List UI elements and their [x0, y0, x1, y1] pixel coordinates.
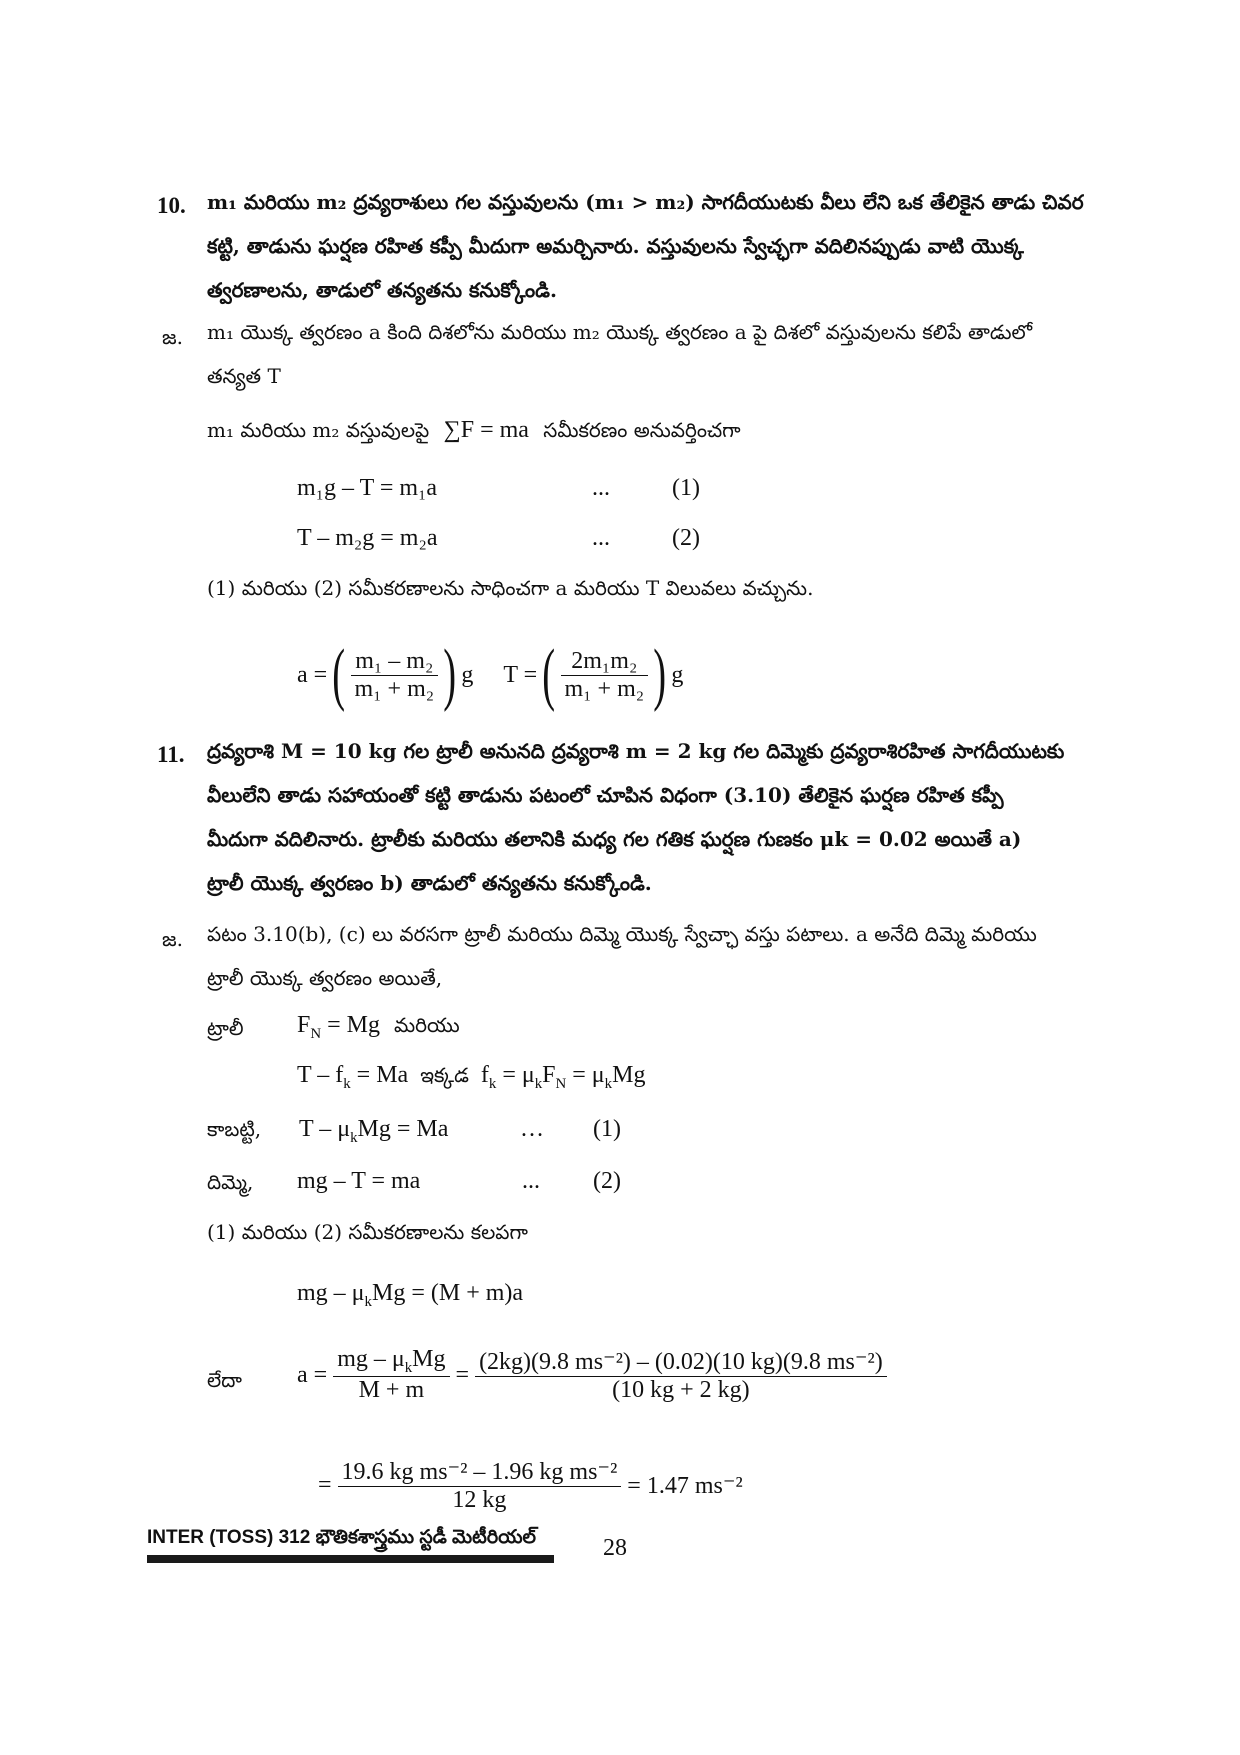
question-10-text: [207, 180, 1107, 312]
equation-1: $T - \mu_kMg = Ma$: [299, 1116, 449, 1146]
answer-line: పటం 3.10(b), (c) లు వరసగా ట్రాలీ మరియు దిమ్మె యొక్క స్వేచ్ఛా వస్తు పటాలు. a అనేది దిమ్మె మరియు: [207, 922, 1037, 946]
answer-11-intro: [207, 912, 1107, 1000]
equation-dots: ...: [522, 1168, 540, 1194]
question-line: ట్రాలీ యొక్క త్వరణం b) తాడులో తన్యతను కనుక్కోండి.: [207, 871, 652, 895]
add-line: (1) మరియు (2) సమీకరణాలను కలపగా: [207, 1220, 528, 1244]
right-paren: ): [653, 636, 667, 713]
answer-line: తన్యత T: [207, 364, 281, 388]
left-paren: (: [542, 636, 556, 713]
equation-tag: (2): [593, 1168, 621, 1194]
fraction-numerator: m₁ – m₂: [351, 648, 439, 676]
t-lhs: T =: [503, 661, 538, 688]
a-fraction: [351, 648, 439, 703]
a-fraction: [333, 1346, 449, 1405]
result-formulas: [297, 630, 683, 720]
g-factor: g: [671, 661, 684, 688]
question-number: 10.: [157, 193, 186, 218]
question-line: త్వరణాలను, తాడులో తన్యతను కనుక్కోండి.: [207, 278, 557, 302]
question-number: 11.: [157, 742, 185, 767]
equation-tag: (1): [672, 475, 700, 501]
answer-10-intro: [207, 310, 1107, 398]
footer-rule: [147, 1555, 554, 1563]
answer-label: జ.: [162, 325, 183, 349]
question-line: వీలులేని తాడు సహాయంతో కట్టి తాడును పటంలో చూపిన విధంగా (3.10) తేలికైన ఘర్షణ రహిత కప్పీ: [207, 783, 1004, 807]
fraction-numerator: mg – $\mu_kMg$: [333, 1346, 449, 1378]
solve-line: (1) మరియు (2) సమీకరణాలను సాధించగా a మరియు T విలువలు వచ్చును.: [207, 576, 814, 600]
newton-equation: ∑F = ma: [443, 417, 529, 443]
footer-title: INTER (TOSS) 312 భౌతికశాస్త్రము స్టడీ మెటీరియల్: [147, 1527, 536, 1548]
question-line: m₁ మరియు m₂ ద్రవ్యరాశులు గల వస్తువులను (m₁ > m₂) సాగదీయుటకు వీలు లేని ఒక తేలికైన తాడు చివర: [207, 190, 1084, 214]
equation-tag: (2): [672, 525, 700, 551]
trolley-equation: $T - f_k = Ma$ ఇక్కడ $f_k = \mu_kF_N = \mu_kMg$: [297, 1062, 646, 1092]
question-line: కట్టి, తాడును ఘర్షణ రహిత కప్పీ మీదుగా అమర్చినారు. వస్తువులను స్వేచ్ఛగా వదిలినప్పుడు వాటి యొక్క: [207, 234, 1024, 258]
fraction-denominator: 12 kg: [452, 1486, 507, 1513]
apply-newton-line: m₁ మరియు m₂ వస్తువులపై ∑F = ma సమీకరణం అనువర్తించగా: [207, 417, 741, 443]
fraction-denominator: (10 kg + 2 kg): [612, 1376, 750, 1403]
fraction-denominator: m₁ + m₂: [354, 675, 435, 702]
equation-2: mg – T = ma: [297, 1168, 421, 1194]
final-fraction: [338, 1457, 622, 1514]
equation-tag: (1): [593, 1116, 621, 1142]
g-factor: g: [461, 661, 474, 688]
question-line: ద్రవ్యరాశి M = 10 kg గల ట్రాలీ అనునది ద్రవ్యరాశి m = 2 kg గల దిమ్మెకు ద్రవ్యరాశిరహిత సాగదీయుటకు: [207, 739, 1065, 763]
equation-dots: ...: [592, 475, 610, 501]
block-label: దిమ్మె,: [207, 1170, 254, 1194]
trolley-label: ట్రాలీ: [207, 1016, 244, 1040]
final-result: = $\frac{\text{19.6 kg ms⁻² – 1.96 kg ms⁻²}}{12 kg}$ = 1.47 ms⁻²: [318, 1458, 743, 1513]
so-label: కాబట్టి,: [207, 1117, 262, 1141]
answer-line: ట్రాలీ యొక్క త్వరణం అయితే,: [207, 966, 443, 990]
equation-dots: ...: [592, 525, 610, 551]
right-paren: ): [443, 636, 457, 713]
acceleration-formula: a = $\frac{mg - \mu_kMg}{M + m}$ = $\frac{\text{(2kg)(9.8 ms⁻²) – (0.02)(10 kg)(9.8 ms⁻²)}}{(10 kg + 2 kg)}$: [297, 1330, 887, 1420]
equation-dots: …: [520, 1116, 544, 1142]
final-value: = 1.47 ms⁻²: [627, 1472, 743, 1499]
or-label: లేదా: [207, 1368, 242, 1392]
question-line: మీదుగా వదిలినారు. ట్రాలీకు మరియు తలానికి మధ్య గల గతిక ఘర్షణ గుణకం μk = 0.02 అయితే a): [207, 827, 1022, 851]
numeric-fraction: [475, 1347, 887, 1404]
t-fraction: [561, 648, 649, 703]
a-lhs: a =: [297, 661, 328, 688]
question-11-text: [207, 729, 1107, 905]
combined-equation: mg – $\mu_kMg = (M + m)a$: [297, 1280, 524, 1310]
equation-1: m₁g – T = m₁a: [297, 475, 438, 501]
left-paren: (: [332, 636, 346, 713]
normal-force-equation: $F_N = Mg$ మరియు: [297, 1012, 460, 1042]
page-number: 28: [603, 1535, 627, 1561]
answer-line: m₁ యొక్క త్వరణం a కింది దిశలోను మరియు m₂ యొక్క త్వరణం a పై దిశలో వస్తువులను కలిపే తాడులో: [207, 320, 1033, 344]
fraction-denominator: M + m: [358, 1377, 425, 1404]
answer-label: జ.: [162, 927, 183, 951]
fraction-numerator: (2kg)(9.8 ms⁻²) – (0.02)(10 kg)(9.8 ms⁻²): [475, 1347, 887, 1377]
fraction-numerator: 19.6 kg ms⁻² – 1.96 kg ms⁻²: [338, 1457, 622, 1487]
fraction-numerator: 2m₁m₂: [561, 648, 649, 676]
equation-2: T – m₂g = m₂a: [297, 525, 438, 551]
fraction-denominator: m₁ + m₂: [564, 675, 645, 702]
